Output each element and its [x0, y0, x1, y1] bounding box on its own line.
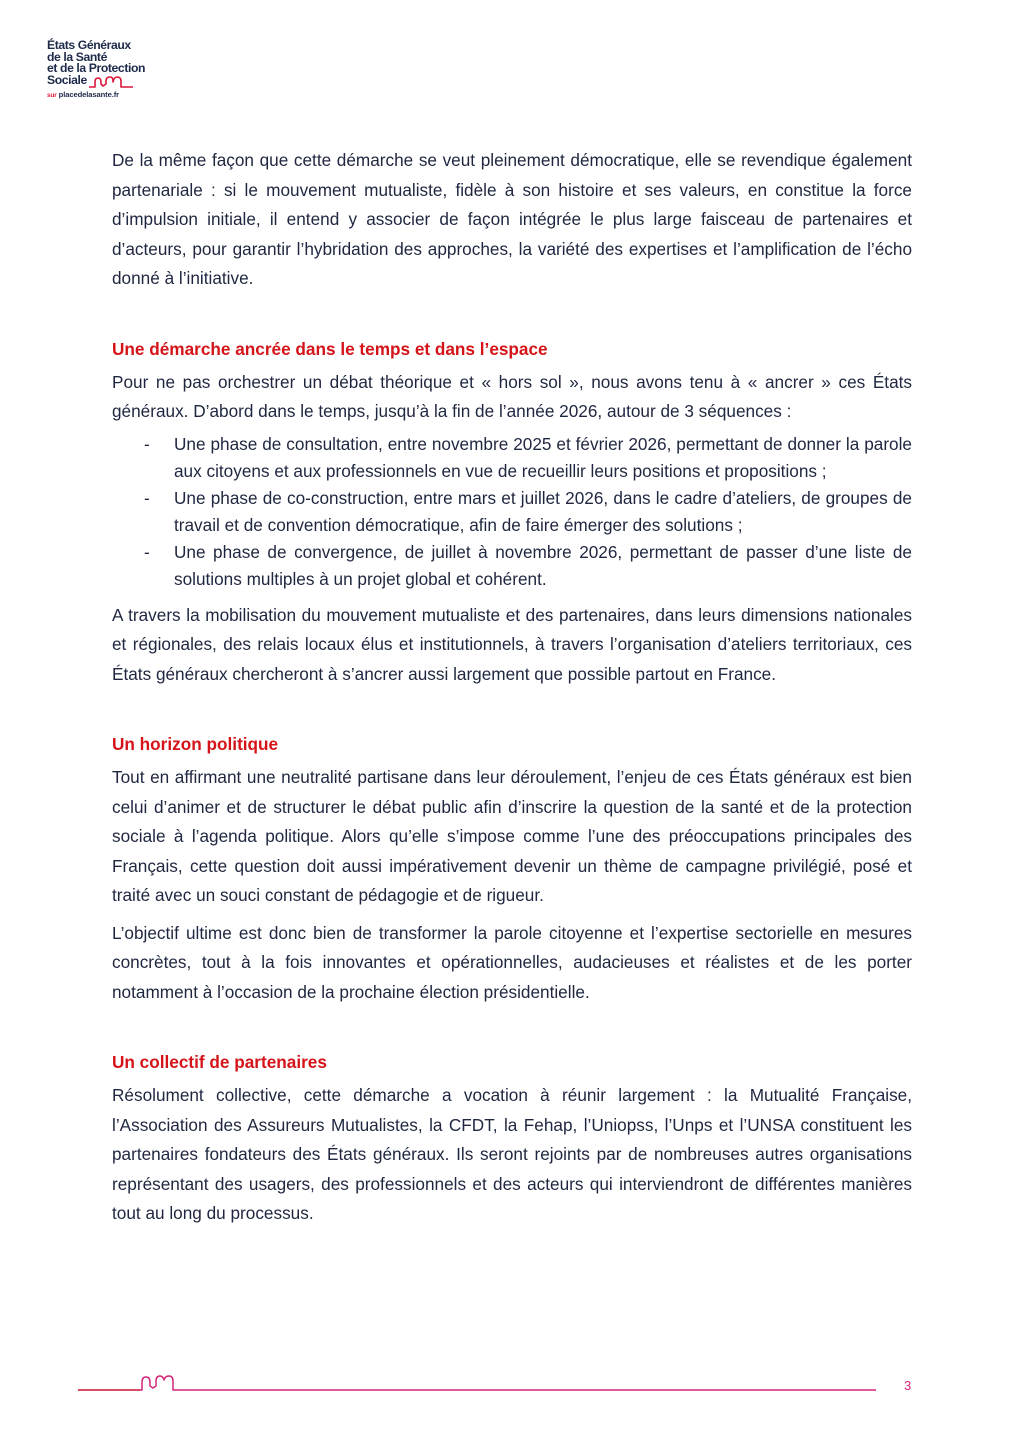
logo-title-line: et de la Protection	[47, 61, 146, 75]
phases-list	[112, 431, 912, 593]
logo-title-line: de la Santé	[47, 49, 107, 64]
people-silhouettes-icon	[89, 75, 133, 88]
list-item	[112, 431, 912, 485]
section-paragraph: L’objectif ultime est donc bien de transformer la parole citoyenne et l’expertise sectorielle en mesures concrètes, tout à la fois innovantes et opérationnelles, audacieuses et réalistes et de les porter notamment à l’occasion de la prochaine élection présidentielle.	[112, 922, 912, 1002]
people-silhouettes-icon	[140, 1376, 176, 1390]
list-item	[112, 485, 912, 539]
intro-paragraph: De la même façon que cette démarche se veut pleinement démocratique, elle se revendique également partenariale : si le mouvement mutualiste, fidèle à son histoire et ses valeurs, en constitue la force d’impulsion initiale, il entend y associer de façon intégrée le plus large faisceau de partenaires et d’acteurs, pour garantir l’hybridation des approches, la variété des expertises et l’amplification de l’écho donné à l’initiative.	[112, 150, 912, 288]
logo-url-prefix: sur	[47, 91, 57, 99]
brand-logo	[47, 40, 167, 99]
section-paragraph: Tout en affirmant une neutralité partisane dans leur déroulement, l’enjeu de ces États généraux est bien celui d’animer et de structurer le débat public afin d’inscrire la question de la santé et de la protection sociale à l’agenda politique. Alors qu’elle s’impose comme l’une des préoccupations principales des Français, cette question doit aussi impérativement devenir un thème de campagne privilégié, posé et traité avec un souci constant de pédagogie et de rigueur.	[112, 767, 912, 905]
page-number: 3	[904, 1378, 912, 1393]
section-outro-paragraph: A travers la mobilisation du mouvement mutualiste et des partenaires, dans leurs dimensions nationales et régionales, des relais locaux élus et institutionnels, à travers l’organisation d’ateliers territoriaux, ces États généraux chercheront à s’ancrer aussi largement que possible partout en France.	[112, 604, 912, 684]
section-intro-paragraph: Pour ne pas orchestrer un débat théorique et « hors sol », nous avons tenu à « ancrer » ces États généraux. D’abord dans le temps, jusqu’à la fin de l’année 2026, autour de 3 séquences :	[112, 371, 912, 421]
logo-title-line: Sociale	[47, 73, 87, 87]
bullet-dash: -	[144, 433, 150, 454]
list-item	[112, 539, 912, 593]
logo-url	[47, 90, 167, 99]
logo-url-text: placedelasante.fr	[58, 89, 120, 99]
list-item-text: Une phase de consultation, entre novembre 2025 et février 2026, permettant de donner la parole aux citoyens et aux professionnels en vue de recueillir leurs positions et propositions ;	[174, 433, 912, 481]
logo-title	[47, 40, 167, 87]
page-footer	[78, 1368, 938, 1398]
list-item-text: Une phase de convergence, de juillet à novembre 2026, permettant de passer d’une liste de solutions multiples à un projet global et cohérent.	[174, 541, 912, 589]
bullet-dash: -	[144, 541, 150, 562]
footer-rule	[78, 1368, 878, 1398]
section-paragraph: Résolument collective, cette démarche a vocation à réunir largement : la Mutualité Française, l’Association des Assureurs Mutualistes, la CFDT, la Fehap, l’Uniopss, l’Unps et l’UNSA constituent les partenaires fondateurs des États généraux. Ils seront rejoints par de nombreuses autres organisations représentant des usagers, des professionnels et des acteurs qui interviendront de différentes manières tout au long du processus.	[112, 1085, 912, 1223]
list-item-text: Une phase de co-construction, entre mars et juillet 2026, dans le cadre d’ateliers, de groupes de travail et de convention démocratique, afin de faire émerger des solutions ;	[174, 487, 912, 535]
section-heading: Une démarche ancrée dans le temps et dans l’espace	[112, 338, 548, 359]
section-heading: Un collectif de partenaires	[112, 1052, 327, 1072]
section-heading: Un horizon politique	[112, 734, 279, 754]
document-body	[112, 146, 912, 1229]
logo-title-line: États Généraux	[47, 38, 131, 52]
bullet-dash: -	[144, 487, 150, 508]
